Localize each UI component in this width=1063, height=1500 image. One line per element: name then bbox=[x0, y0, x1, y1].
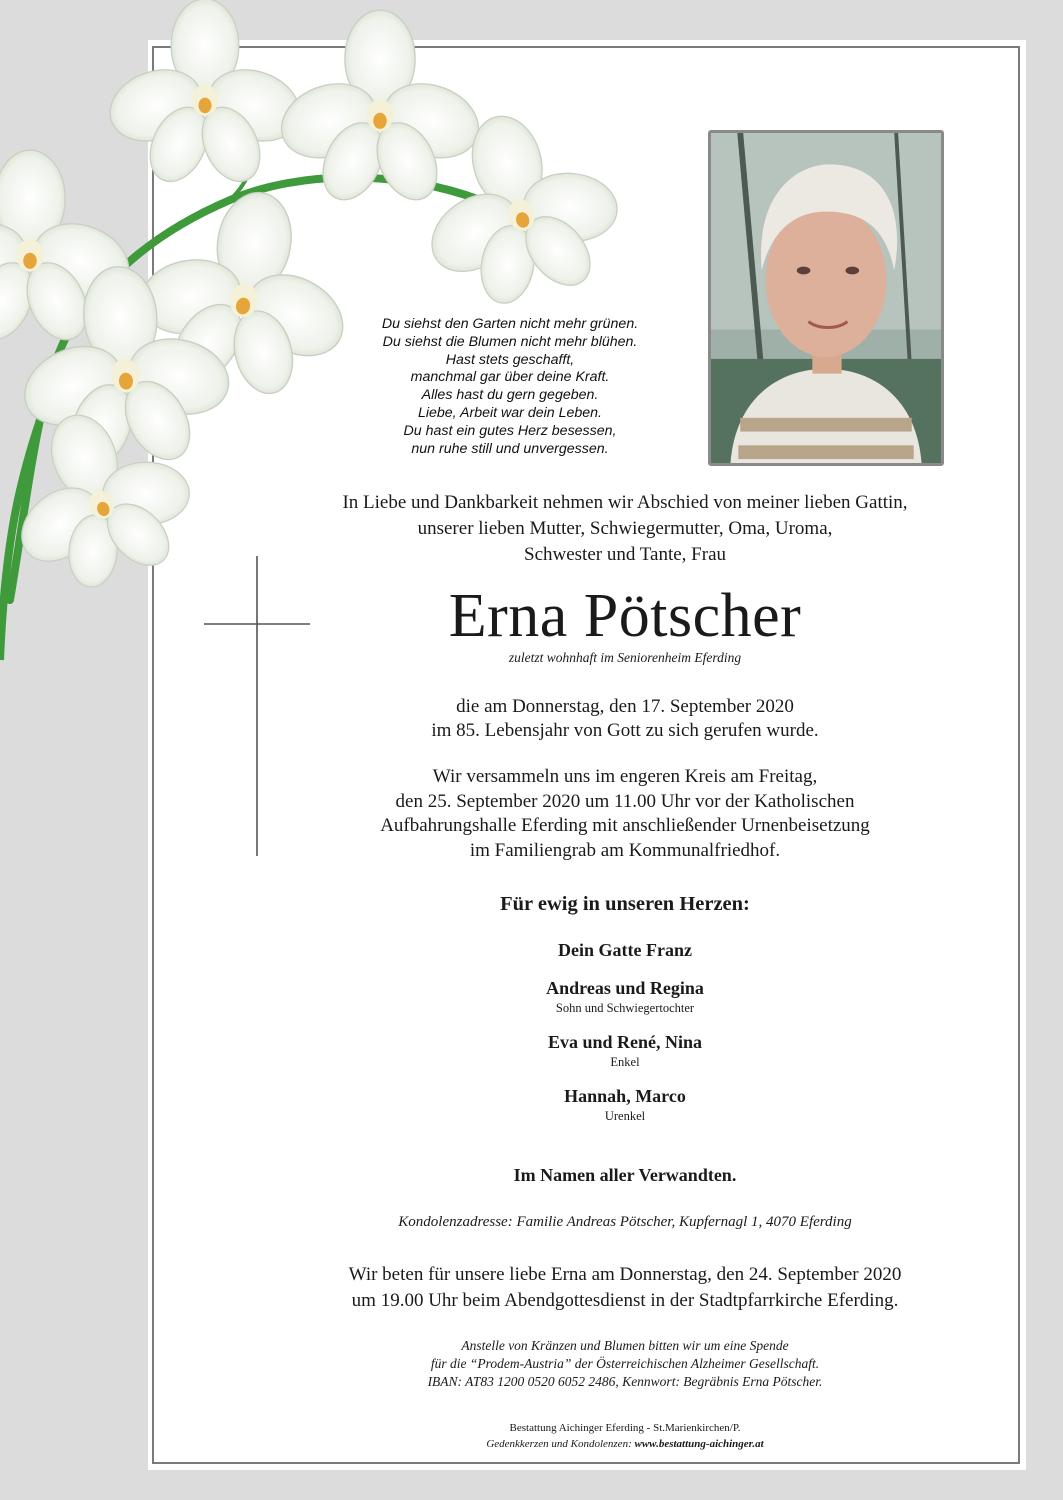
portrait-photo bbox=[708, 130, 944, 466]
footer-line: Bestattung Aichinger Eferding - St.Marienkirchen/P. bbox=[509, 1422, 741, 1434]
funeral-home-footer bbox=[250, 1420, 1000, 1452]
poem bbox=[340, 316, 680, 458]
mourners-heading: Für ewig in unseren Herzen: bbox=[500, 893, 750, 915]
gathering-notice bbox=[250, 765, 1000, 863]
poem-line: Du siehst den Garten nicht mehr grünen. bbox=[381, 316, 639, 332]
poem-line: manchmal gar über deine Kraft. bbox=[410, 369, 610, 386]
donation-line: für die “Prodem-Austria” der Österreichischen Alzheimer Gesellschaft. bbox=[430, 1356, 820, 1371]
intro-text bbox=[250, 490, 1000, 568]
gathering-line: im Familiengrab am Kommunalfriedhof. bbox=[469, 839, 781, 861]
death-line: im 85. Lebensjahr von Gott zu sich gerufen wurde. bbox=[431, 720, 819, 741]
family-member-relation: Urenkel bbox=[604, 1109, 646, 1123]
intro-line: Schwester und Tante, Frau bbox=[524, 544, 726, 565]
family-member-name: Andreas und Regina bbox=[546, 978, 704, 998]
family-member-name: Hannah, Marco bbox=[564, 1086, 686, 1106]
intro-line: In Liebe und Dankbarkeit nehmen wir Abschied von meiner lieben Gattin, bbox=[342, 492, 908, 513]
family-member-relation: Enkel bbox=[610, 1055, 640, 1069]
prayer-line: Wir beten für unsere liebe Erna am Donnerstag, den 24. September 2020 bbox=[348, 1264, 902, 1285]
death-line: die am Donnerstag, den 17. September 2020 bbox=[456, 696, 794, 717]
family-member bbox=[250, 1084, 1000, 1124]
family-member bbox=[250, 976, 1000, 1016]
family-member-name: Dein Gatte Franz bbox=[558, 940, 692, 960]
donation-line: Anstelle von Kränzen und Blumen bitten wir um eine Spende bbox=[461, 1338, 789, 1353]
poem-line: Du hast ein gutes Herz besessen, bbox=[403, 422, 617, 439]
deceased-name: Erna Pötscher bbox=[448, 582, 802, 650]
family-list bbox=[250, 938, 1000, 1138]
donation-request bbox=[250, 1337, 1000, 1391]
gathering-line: den 25. September 2020 um 11.00 Uhr vor der Katholischen bbox=[395, 790, 855, 812]
intro-line: unserer lieben Mutter, Schwiegermutter, Oma, Uroma, bbox=[417, 518, 833, 539]
poem-line: nun ruhe still und unvergessen. bbox=[411, 440, 609, 457]
poem-line: Du siehst die Blumen nicht mehr blühen. bbox=[382, 333, 638, 350]
family-member-name: Eva und René, Nina bbox=[547, 1032, 703, 1052]
prayer-notice bbox=[250, 1262, 1000, 1314]
poem-line: Hast stets geschafft, bbox=[445, 351, 575, 368]
donation-line: IBAN: AT83 1200 0520 6052 2486, Kennwort: Begräbnis Erna Pötscher. bbox=[427, 1374, 823, 1389]
footer-line bbox=[250, 1436, 1000, 1452]
family-member bbox=[250, 1030, 1000, 1070]
footer-prefix: Gedenkkerzen und Kondolenzen: bbox=[486, 1438, 632, 1450]
prayer-line: um 19.00 Uhr beim Abendgottesdienst in der Stadtpfarrkirche Eferding. bbox=[351, 1290, 899, 1311]
poem-line: Alles hast du gern gegeben. bbox=[421, 387, 599, 404]
website-link[interactable]: www.bestattung-aichinger.at bbox=[634, 1438, 764, 1450]
portrait-illustration bbox=[711, 133, 941, 463]
all-relatives: Im Namen aller Verwandten. bbox=[513, 1165, 737, 1185]
family-member bbox=[250, 938, 1000, 962]
gathering-line: Aufbahrungshalle Eferding mit anschließender Urnenbeisetzung bbox=[380, 815, 870, 836]
condolence-address: Kondolenzadresse: Familie Andreas Pötscher, Kupfernagl 1, 4070 Eferding bbox=[398, 1214, 852, 1230]
residence-note: zuletzt wohnhaft im Seniorenheim Eferding bbox=[508, 650, 742, 665]
death-notice bbox=[250, 695, 1000, 743]
family-member-relation: Sohn und Schwiegertochter bbox=[555, 1001, 695, 1015]
gathering-line: Wir versammeln uns im engeren Kreis am Freitag, bbox=[432, 766, 818, 787]
poem-line: Liebe, Arbeit war dein Leben. bbox=[417, 404, 603, 421]
